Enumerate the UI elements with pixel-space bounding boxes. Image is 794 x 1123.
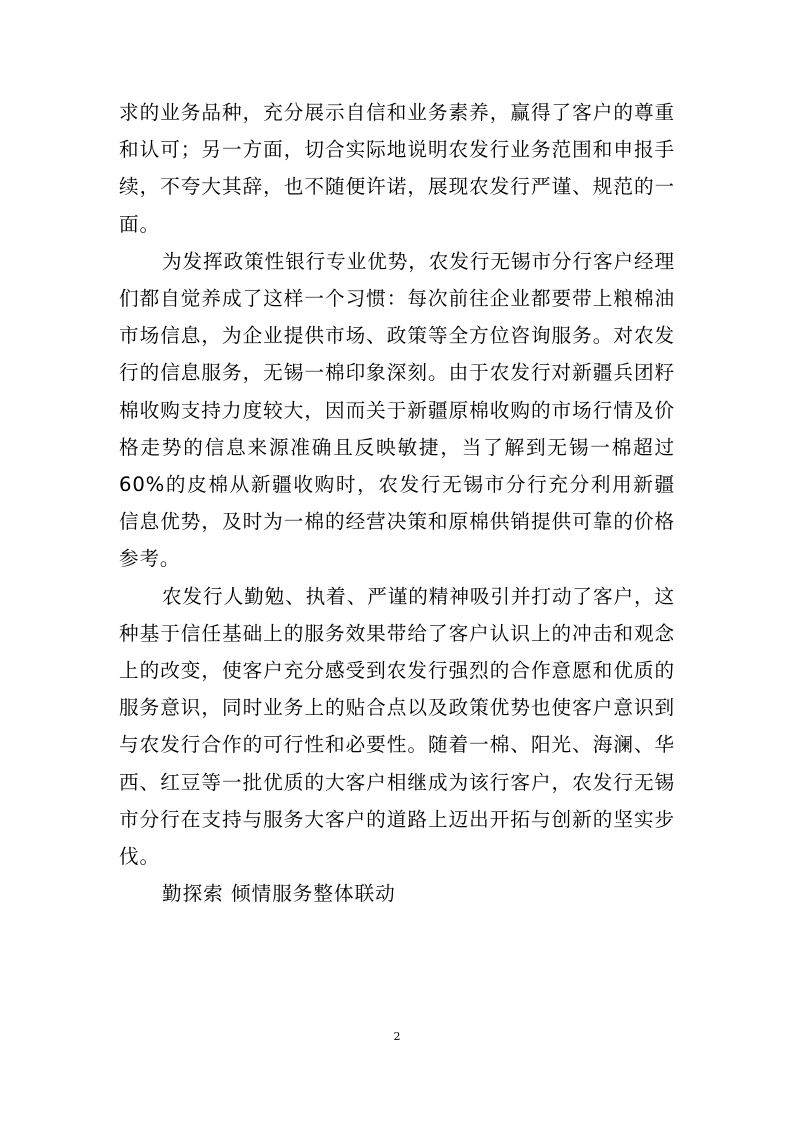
paragraph-customer-trust: 农发行人勤勉、执着、严谨的精神吸引并打动了客户，这种基于信任基础上的服务效果带给了客户认识上的冲击和观念上的改变，使客户充分感受到农发行强烈的合作意愿和优质的服务意识，同时业务上的贴合点以及政策优势也使客户意识到与农发行合作的可行性和必要性。随着一棉、阳光、海澜、华西、红豆等一批优质的大客户相继成为该行客户，农发行无锡市分行在支持与服务大客户的道路上迈出开拓与创新的坚实步伐。 <box>119 584 675 869</box>
document-body <box>119 94 675 912</box>
page-number: 2 <box>393 1030 401 1043</box>
paragraph-continuation: 求的业务品种，充分展示自信和业务素养，赢得了客户的尊重和认可；另一方面，切合实际地说明农发行业务范围和申报手续，不夸大其辞，也不随便许诺，展现农发行严谨、规范的一面。 <box>119 101 675 236</box>
paragraph-policy-bank-advantage: 为发挥政策性银行专业优势，农发行无锡市分行客户经理们都自觉养成了这样一个习惯：每次前往企业都要带上粮棉油市场信息，为企业提供市场、政策等全方位咨询服务。对农发行的信息服务，无锡一棉印象深刻。由于农发行对新疆兵团籽棉收购支持力度较大，因而关于新疆原棉收购的市场行情及价格走势的信息来源准确且反映敏捷，当了解到无锡一棉超过60%的皮棉从新疆收购时，农发行无锡市分行充分利用新疆信息优势，及时为一棉的经营决策和原棉供销提供可靠的价格参考。 <box>119 249 675 571</box>
section-heading: 勤探索 倾情服务整体联动 <box>162 882 396 906</box>
